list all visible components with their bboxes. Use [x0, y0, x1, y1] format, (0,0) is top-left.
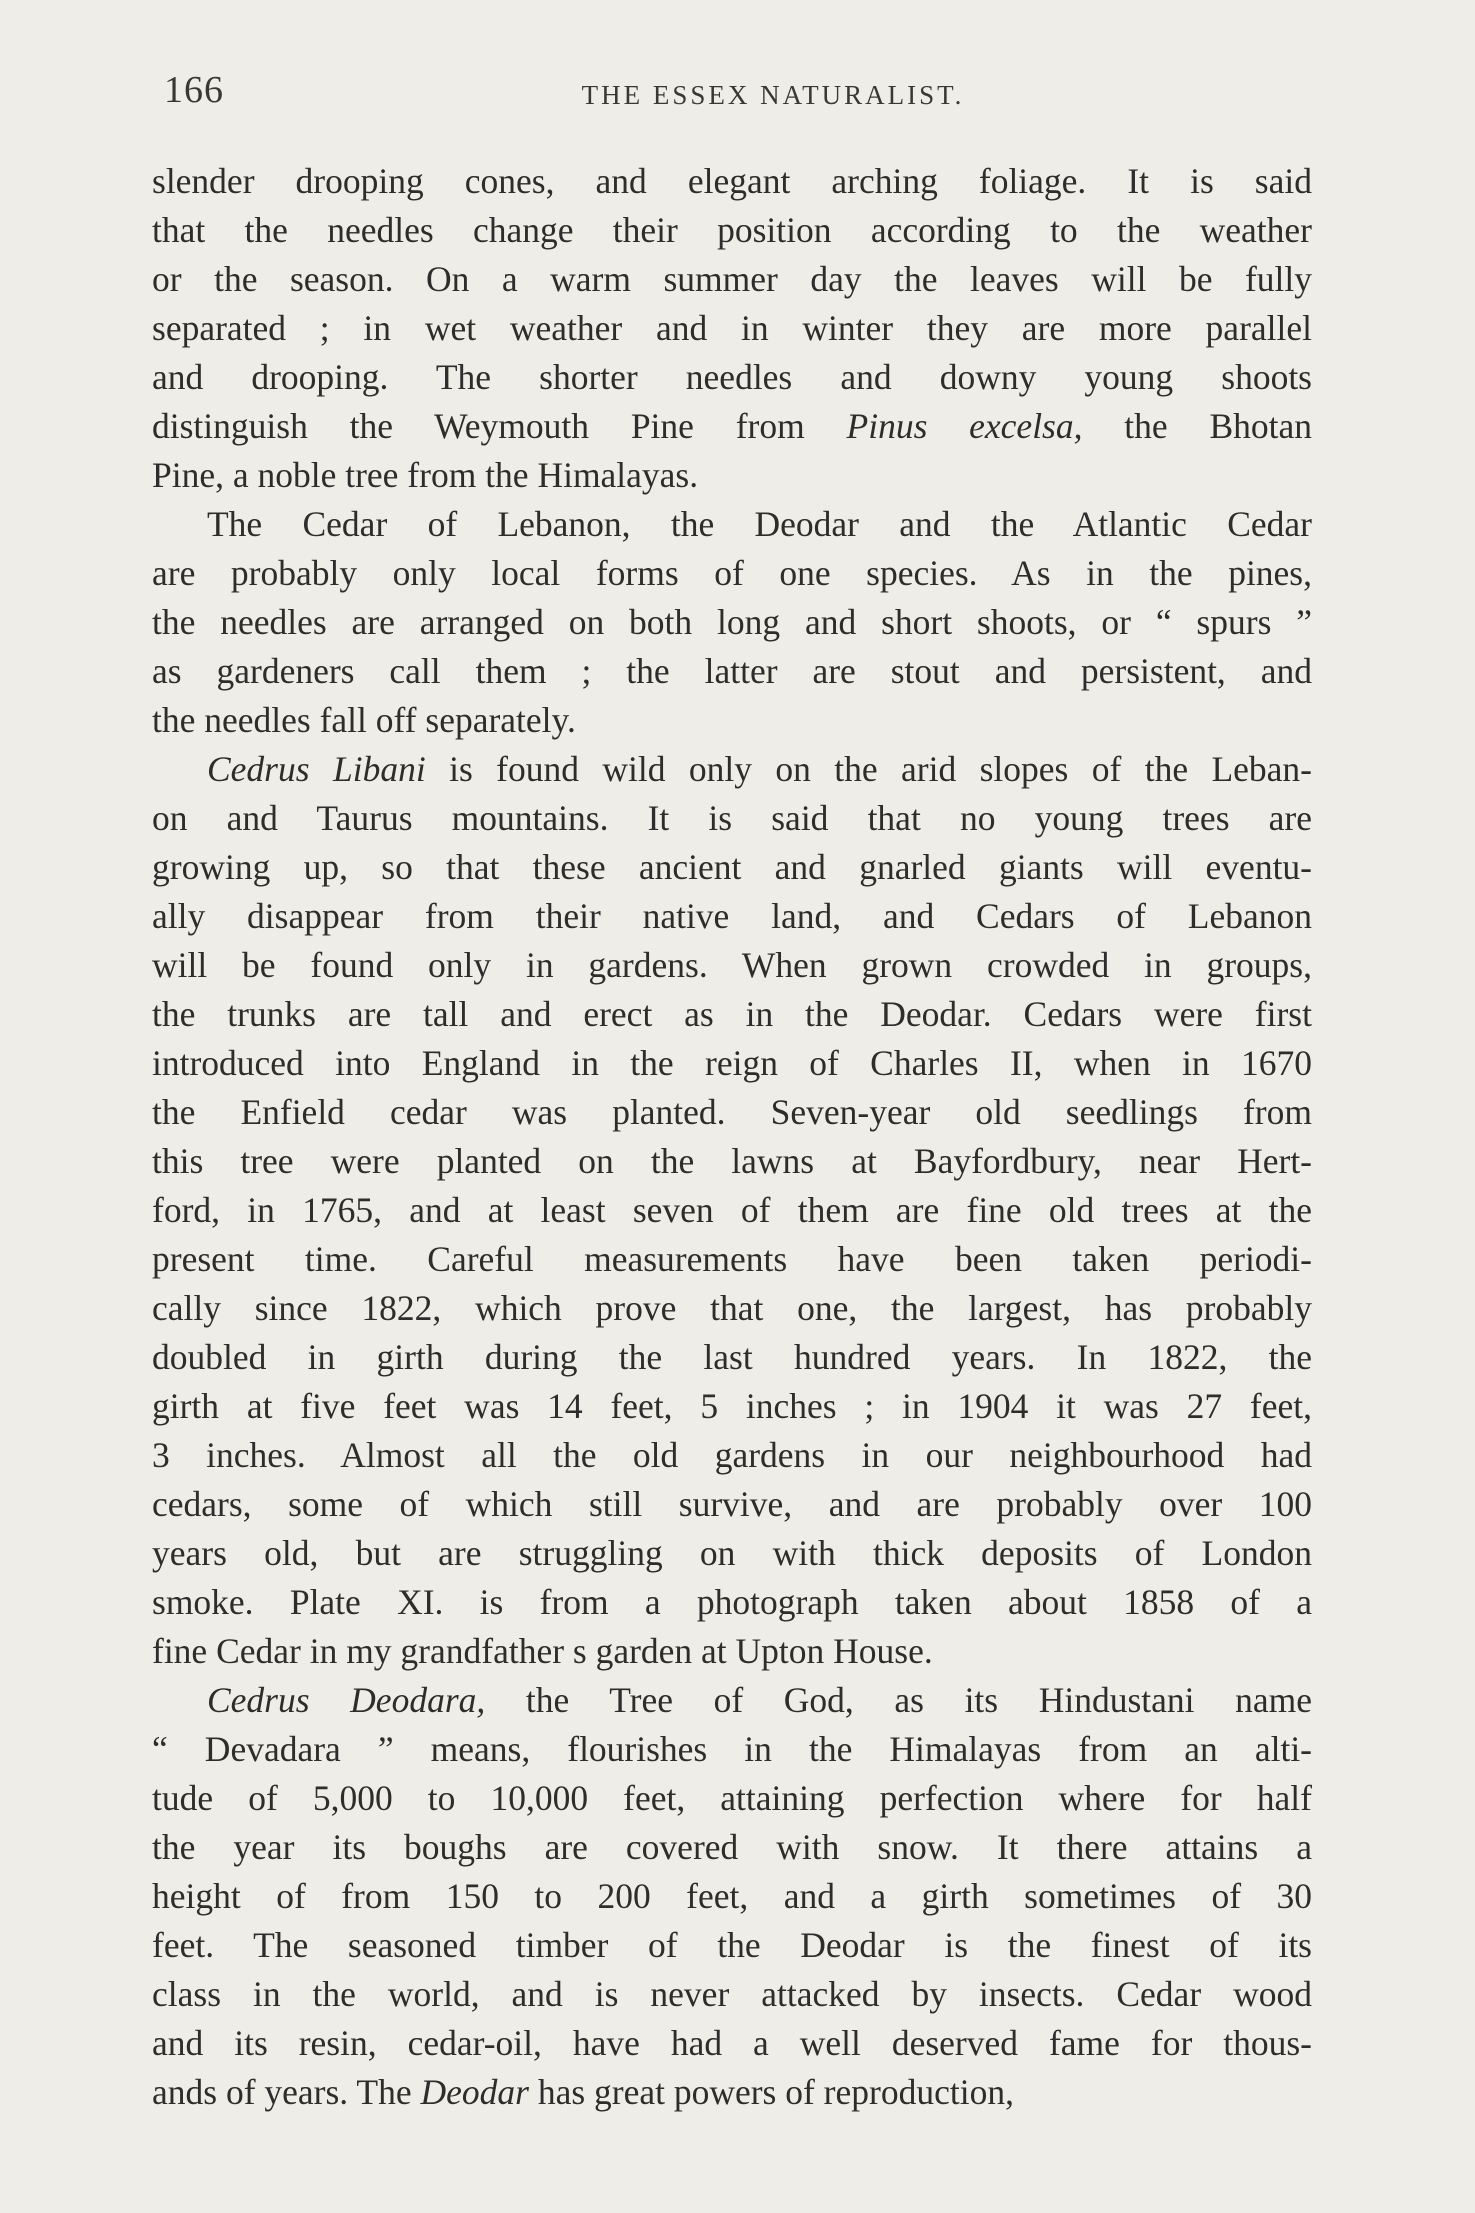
text-line — [152, 402, 1312, 451]
text-line: ally disappear from their native land, and Cedars of Lebanon — [152, 896, 1312, 936]
text-line: the needles are arranged on both long and short shoots, or “ spurs ” — [152, 602, 1312, 642]
italic-term: Deodar — [420, 2072, 529, 2112]
text-line: ford, in 1765, and at least seven of them are fine old trees at the — [152, 1190, 1312, 1230]
text-line — [152, 2068, 1312, 2117]
text-line: on and Taurus mountains. It is said that no young trees are — [152, 798, 1312, 838]
text-line: growing up, so that these ancient and gnarled giants will eventu- — [152, 847, 1312, 887]
text-line: girth at five feet was 14 feet, 5 inches ; in 1904 it was 27 feet, — [152, 1386, 1312, 1426]
text-line: The Cedar of Lebanon, the Deodar and the Atlantic Cedar — [207, 504, 1312, 544]
text-line: cally since 1822, which prove that one, the largest, has probably — [152, 1288, 1312, 1328]
text-line: class in the world, and is never attacked by insects. Cedar wood — [152, 1974, 1312, 2014]
text-segment: ands of years. The — [152, 2072, 421, 2112]
text-line: the needles fall off separately. — [152, 700, 576, 740]
text-line: tude of 5,000 to 10,000 feet, attaining perfection where for half — [152, 1778, 1312, 1818]
text-line: as gardeners call them ; the latter are stout and persistent, and — [152, 651, 1312, 691]
text-line: 3 inches. Almost all the old gardens in our neighbourhood had — [152, 1435, 1312, 1475]
text-line: the year its boughs are covered with snow. It there attains a — [152, 1827, 1312, 1867]
text-line: fine Cedar in my grandfather s garden at Upton House. — [152, 1631, 933, 1671]
text-line — [152, 1676, 1312, 1725]
text-line: “ Devadara ” means, flourishes in the Himalayas from an alti- — [152, 1729, 1312, 1769]
text-segment: the Bhotan — [1082, 406, 1312, 446]
text-line: introduced into England in the reign of Charles II, when in 1670 — [152, 1043, 1312, 1083]
text-line: feet. The seasoned timber of the Deodar is the finest of its — [152, 1925, 1312, 1965]
italic-term: Pinus excelsa, — [846, 406, 1083, 446]
running-title: THE ESSEX NATURALIST. — [581, 80, 965, 110]
text-line: separated ; in wet weather and in winter they are more parallel — [152, 308, 1312, 348]
text-line: are probably only local forms of one species. As in the pines, — [152, 553, 1312, 593]
italic-term: Cedrus Libani — [207, 749, 426, 789]
text-line: present time. Careful measurements have been taken periodi- — [152, 1239, 1312, 1279]
text-line: and drooping. The shorter needles and downy young shoots — [152, 357, 1312, 397]
text-line: smoke. Plate XI. is from a photograph taken about 1858 of a — [152, 1582, 1312, 1622]
italic-term: Cedrus Deodara, — [207, 1680, 486, 1720]
text-line: and its resin, cedar-oil, have had a well deserved fame for thous- — [152, 2023, 1312, 2063]
text-segment: distinguish the Weymouth Pine from — [152, 406, 847, 446]
text-line: cedars, some of which still survive, and are probably over 100 — [152, 1484, 1312, 1524]
text-line: the Enfield cedar was planted. Seven-year old seedlings from — [152, 1092, 1312, 1132]
page-number: 166 — [164, 69, 224, 111]
text-segment: has great powers of reproduction, — [528, 2072, 1014, 2112]
body-text — [152, 157, 1312, 2117]
text-line: doubled in girth during the last hundred years. In 1822, the — [152, 1337, 1312, 1377]
text-line: Pine, a noble tree from the Himalayas. — [152, 455, 699, 495]
text-line: the trunks are tall and erect as in the Deodar. Cedars were first — [152, 994, 1312, 1034]
text-line: this tree were planted on the lawns at Bayfordbury, near Hert- — [152, 1141, 1312, 1181]
text-segment: the Tree of God, as its Hindustani name — [485, 1680, 1312, 1720]
text-line: slender drooping cones, and elegant arching foliage. It is said — [152, 161, 1312, 201]
text-line: or the season. On a warm summer day the leaves will be fully — [152, 259, 1312, 299]
text-line: years old, but are struggling on with thick deposits of London — [152, 1533, 1312, 1573]
text-line — [152, 745, 1312, 794]
text-segment: is found wild only on the arid slopes of the Leban- — [425, 749, 1312, 789]
text-line: that the needles change their position according to the weather — [152, 210, 1312, 250]
text-line: will be found only in gardens. When grown crowded in groups, — [152, 945, 1312, 985]
page-header — [158, 68, 1318, 128]
text-line: height of from 150 to 200 feet, and a girth sometimes of 30 — [152, 1876, 1312, 1916]
